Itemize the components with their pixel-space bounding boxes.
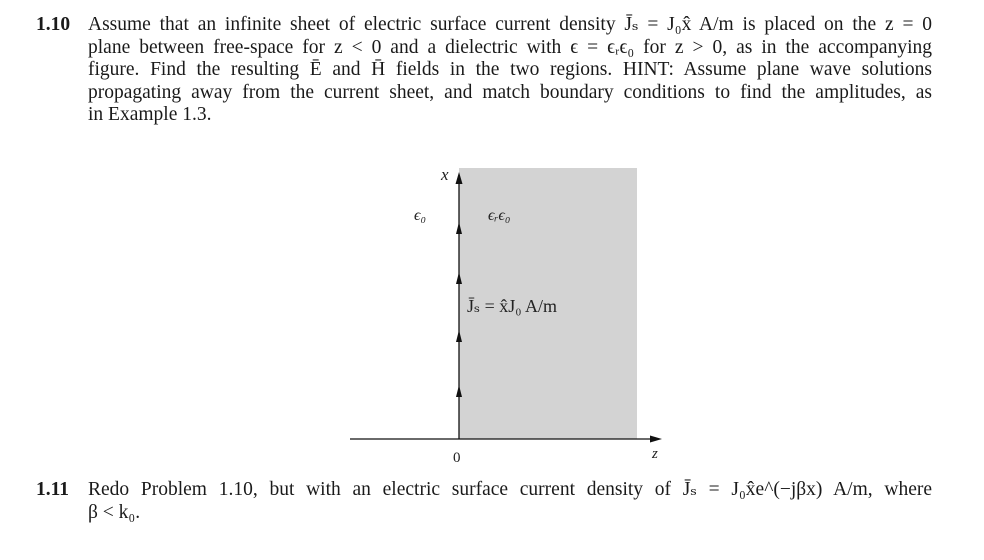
problem-line: in Example 1.3. (88, 104, 212, 125)
problem-number: 1.10 (36, 14, 71, 35)
z-axis-arrowhead (650, 436, 662, 443)
origin-label: 0 (453, 450, 461, 466)
problem-line: Redo Problem 1.10, but with an electric surface current density of J̄ₛ = J₀x̂e^(−jβx) A/m, where (88, 479, 932, 500)
problem-line: figure. Find the resulting Ē and H̄ fields in the two regions. HINT: Assume plane wave solutions (88, 59, 932, 80)
free-space-permittivity-label: ϵ₀ (414, 207, 427, 224)
problem-line: Assume that an infinite sheet of electric surface current density J̄ₛ = J₀x̂ A/m is placed on the z = 0 (88, 14, 932, 35)
dielectric-permittivity-label: ϵᵣϵ₀ (488, 207, 511, 224)
problem-statement (88, 479, 932, 524)
problem-line: propagating away from the current sheet, and match boundary conditions to find the amplitudes, as (88, 81, 932, 103)
x-axis-label: x (441, 165, 449, 184)
z-axis-label: z (652, 446, 658, 462)
problem-line: β < k₀. (88, 501, 141, 523)
problem-number: 1.11 (36, 479, 70, 500)
problem-line: plane between free-space for z < 0 and a dielectric with ϵ = ϵᵣϵ₀ for z > 0, as in the accompanying (88, 36, 932, 58)
current-density-label: J̄ₛ = x̂J₀ A/m (467, 296, 558, 316)
problem-1-11 (36, 479, 932, 524)
